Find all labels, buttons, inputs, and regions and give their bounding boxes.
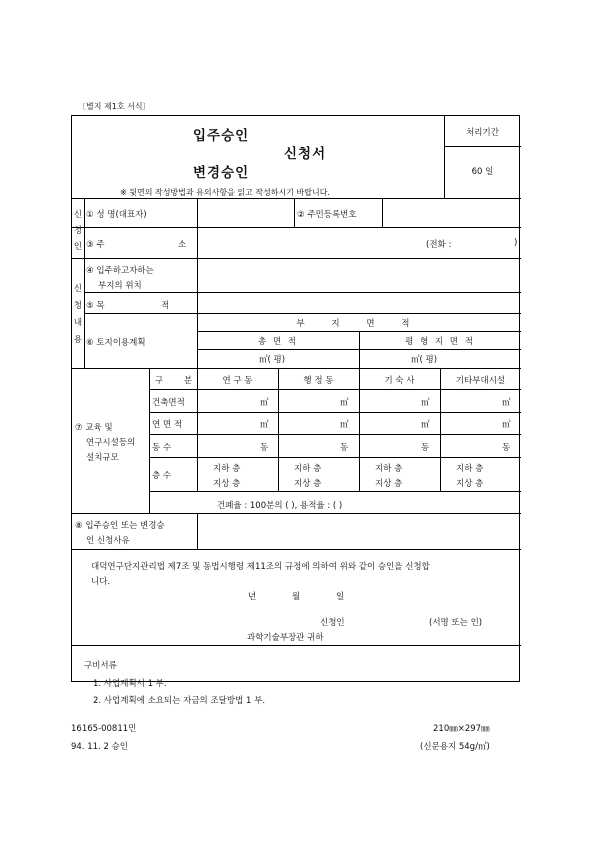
site-area-header: 부 지 면 적 bbox=[296, 319, 422, 329]
cell-unit[interactable]: ㎡ bbox=[421, 398, 430, 408]
declaration-text-2: 니다. bbox=[91, 577, 111, 587]
applicant-signature-label: 신청인 bbox=[320, 618, 345, 628]
cell-unit[interactable]: 동 bbox=[340, 443, 349, 453]
cell-unit[interactable]: ㎡ bbox=[421, 420, 430, 430]
column-other: 기타부대시설 bbox=[455, 376, 506, 386]
cell-unit[interactable]: 동 bbox=[260, 443, 269, 453]
paper-spec: (신문용지 54g/㎡) bbox=[420, 742, 490, 752]
phone-label: (전화 : bbox=[426, 240, 452, 250]
section-request-char-1: 신 bbox=[73, 284, 83, 294]
pyeong-area-unit[interactable]: ㎡( 평) bbox=[411, 355, 438, 365]
cell-unit[interactable]: ㎡ bbox=[502, 420, 511, 430]
column-research: 연 구 동 bbox=[222, 376, 253, 386]
floor-underground[interactable]: 지하 층 bbox=[456, 464, 484, 474]
section-request-char-2: 청 bbox=[73, 301, 83, 311]
cell-unit[interactable]: ㎡ bbox=[260, 398, 269, 408]
application-form bbox=[71, 115, 520, 706]
section-applicant-char-2: 청 bbox=[73, 226, 83, 236]
facilities-label-3: 설치규모 bbox=[86, 453, 119, 463]
reason-label-2: 인 신청사유 bbox=[86, 536, 130, 546]
cell-unit[interactable]: ㎡ bbox=[340, 420, 349, 430]
row-label-floors: 층 수 bbox=[152, 471, 172, 481]
land-use-plan-label: ⑥ 토지이용계획 bbox=[86, 338, 146, 348]
purpose-label-end: 적 bbox=[161, 301, 170, 311]
addressee: 과학기술부장관 귀하 bbox=[247, 633, 324, 643]
total-area-header: 총 면 적 bbox=[257, 337, 299, 347]
floor-aboveground[interactable]: 지상 층 bbox=[375, 479, 403, 489]
category-header-b: 분 bbox=[184, 376, 193, 386]
title-move-in-approval: 입주승인 bbox=[193, 128, 250, 144]
date-day[interactable]: 일 bbox=[336, 592, 345, 602]
title-change-approval: 변경승인 bbox=[193, 165, 250, 181]
purpose-label-start: ⑤ 목 bbox=[86, 301, 105, 311]
cell-unit[interactable]: 동 bbox=[502, 443, 511, 453]
cell-unit[interactable]: ㎡ bbox=[260, 420, 269, 430]
row-label-floor-area: 연 면 적 bbox=[152, 420, 183, 430]
phone-close: ) bbox=[514, 238, 518, 248]
floor-underground[interactable]: 지하 층 bbox=[294, 464, 322, 474]
required-document-item: 2. 사업계획에 소요되는 자금의 조달방법 1 부. bbox=[93, 696, 266, 706]
notice: ※ 뒷면의 작성방법과 유의사항을 읽고 작성하시기 바랍니다. bbox=[120, 188, 330, 197]
site-location-label-2: 부지의 위치 bbox=[98, 281, 142, 291]
total-area-unit[interactable]: ㎡( 평) bbox=[259, 355, 286, 365]
address-field[interactable] bbox=[199, 229, 424, 256]
processing-period-label: 처리기간 bbox=[466, 128, 499, 138]
section-applicant-char-3: 인 bbox=[73, 242, 83, 252]
signature-field[interactable]: (서명 또는 인) bbox=[429, 618, 483, 628]
title-application: 신청서 bbox=[284, 146, 327, 162]
floor-underground[interactable]: 지하 층 bbox=[213, 464, 241, 474]
reason-field[interactable] bbox=[199, 515, 519, 547]
processing-period-value: 60 일 bbox=[471, 167, 494, 177]
paper-size: 210㎜×297㎜ bbox=[433, 724, 490, 734]
floor-aboveground[interactable]: 지상 층 bbox=[456, 479, 484, 489]
required-document-item: 1. 사업계획서 1 부. bbox=[93, 679, 167, 689]
coverage-ratio[interactable]: 건폐율 : 100분의 ( ), 용적율 : ( ) bbox=[217, 501, 343, 511]
name-label: ① 성 명(대표자) bbox=[86, 210, 147, 220]
rrn-label: ② 주민등록번호 bbox=[297, 210, 357, 220]
row-label-building-area: 건축면적 bbox=[152, 398, 185, 408]
floor-underground[interactable]: 지하 층 bbox=[375, 464, 403, 474]
row-label-building-count: 동 수 bbox=[152, 443, 172, 453]
reason-label-1: ⑧ 입주승인 또는 변경승 bbox=[75, 521, 165, 531]
section-applicant-char-1: 신 bbox=[73, 210, 83, 220]
site-location-field[interactable] bbox=[199, 260, 519, 290]
address-label-end: 소 bbox=[178, 240, 187, 250]
column-dormitory: 기 숙 사 bbox=[384, 376, 415, 386]
site-location-label-1: ④ 입주하고자하는 bbox=[86, 266, 154, 276]
facilities-label-1: ⑦ 교육 및 bbox=[75, 423, 113, 433]
form-reference: 〔별지 제1호 서식〕 bbox=[78, 102, 151, 111]
column-admin: 행 정 동 bbox=[303, 376, 334, 386]
facilities-label-2: 연구시설등의 bbox=[86, 438, 136, 448]
phone-field[interactable] bbox=[460, 229, 510, 256]
date-month[interactable]: 월 bbox=[292, 592, 301, 602]
purpose-field[interactable] bbox=[199, 294, 519, 311]
section-request-char-4: 용 bbox=[73, 335, 83, 345]
required-documents-title: 구비서류 bbox=[84, 661, 117, 671]
declaration-text-1: 대덕연구단지관리법 제7조 및 동법시행령 제11조의 규정에 의하여 위와 같이 승인을 신청합 bbox=[91, 562, 430, 572]
floor-aboveground[interactable]: 지상 층 bbox=[294, 479, 322, 489]
form-code: 16165-00811민 bbox=[71, 724, 137, 734]
address-label-start: ③ 주 bbox=[86, 240, 105, 250]
floor-aboveground[interactable]: 지상 층 bbox=[213, 479, 241, 489]
date-year[interactable]: 년 bbox=[248, 592, 257, 602]
category-header-a: 구 bbox=[155, 376, 164, 386]
pyeong-area-header: 평 형 지 면 적 bbox=[405, 337, 475, 347]
approval-date: 94. 11. 2 승인 bbox=[71, 742, 128, 752]
cell-unit[interactable]: ㎡ bbox=[502, 398, 511, 408]
cell-unit[interactable]: ㎡ bbox=[340, 398, 349, 408]
name-field[interactable] bbox=[199, 200, 292, 225]
cell-unit[interactable]: 동 bbox=[421, 443, 430, 453]
section-request-char-3: 내 bbox=[73, 318, 83, 328]
rrn-field[interactable] bbox=[384, 200, 519, 225]
